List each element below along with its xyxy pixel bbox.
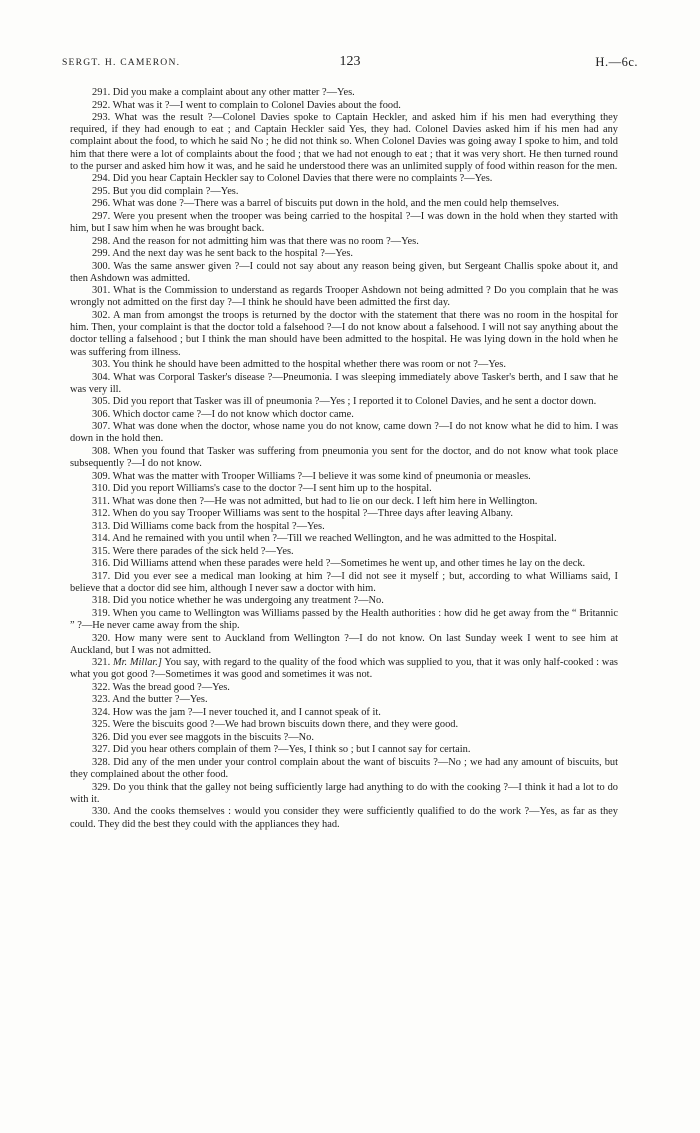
question-answer-text: Were the biscuits good ?—We had brown biscuits down there, and they were good. [112, 719, 459, 731]
question-answer-text: What was the matter with Trooper Williams ?—I believe it was some kind of pneumonia or measles. [112, 470, 531, 482]
testimony-paragraph [70, 508, 618, 520]
question-answer-text: How many were sent to Auckland from Wellington ?—I do not know. On last Sunday week I went to see him at Auckland, but I was not admitted. [70, 632, 618, 656]
question-number: 309. [92, 470, 111, 482]
question-number: 327. [92, 744, 111, 756]
question-number: 305. [92, 396, 111, 408]
question-number: 291. [92, 87, 111, 98]
question-number: 302. [92, 309, 111, 321]
testimony-paragraph [70, 782, 618, 806]
question-number: 313. [92, 520, 111, 532]
page-number: 123 [339, 54, 361, 69]
question-answer-text: Were there parades of the sick held ?—Yes. [112, 545, 294, 557]
document-reference: H.—6c. [595, 55, 638, 69]
testimony-paragraph [70, 608, 618, 632]
testimony-paragraph [70, 112, 618, 173]
question-answer-text: Did you report Williams's case to the doctor ?—I sent him up to the hospital. [112, 483, 432, 495]
testimony-paragraph [70, 87, 618, 99]
question-answer-text: What was done ?—There was a barrel of biscuits put down in the hold, and the men could help themselves. [112, 198, 559, 210]
question-number: 320. [92, 632, 111, 644]
question-answer-text: Did Williams come back from the hospital ?—Yes. [112, 520, 325, 532]
testimony-paragraph [70, 310, 618, 359]
testimony-paragraph [70, 533, 618, 545]
testimony-paragraph [70, 595, 618, 607]
question-answer-text: And the next day was he sent back to the hospital ?—Yes. [112, 248, 353, 260]
testimony-paragraph [70, 732, 618, 744]
question-answer-text: What was done when the doctor, whose name you do not know, came down ?—I do not know what he did to him. I was down in the hold then. [70, 421, 619, 445]
testimony-paragraph [70, 471, 618, 483]
question-number: 328. [92, 756, 111, 768]
question-answer-text: You say, with regard to the quality of the food which was supplied to you, that it was only half-cooked : was what you got good ?—Sometimes it was good and sometimes it was not. [70, 657, 618, 681]
question-answer-text: Did you make a complaint about any other matter ?—Yes. [112, 87, 355, 98]
testimony-paragraph [70, 558, 618, 570]
question-answer-text: What was the result ?—Colonel Davies spoke to Captain Heckler, and asked him if his men had everything they required, if they had enough to eat ; and Captain Heckler said Yes, they had. Colonel Davies asked him if his men had any complaint about the food, to which he said No ; he did not think so. When Colonel Davies was going away I spoke to him, and told him that there were a lot of complaints about the food ; that we had not enough to eat ; that it was very short. He then turned round to the purser and asked him how it was, and he said he understood there was an unlimited supply of food within reason for the men. [70, 112, 618, 172]
question-number: 324. [92, 706, 111, 718]
question-number: 311. [92, 495, 110, 507]
question-answer-text: When you came to Wellington was Williams passed by the Health authorities : how did he get away from the “ Britannic ” ?—He never came away from the ship. [70, 607, 618, 632]
question-number: 329. [92, 781, 111, 793]
question-answer-text: Do you think that the galley not being sufficiently large had anything to do with the cooking ?—I think it had a lot to do with it. [70, 781, 618, 805]
question-answer-text: Did you hear Captain Heckler say to Colonel Davies that there were no complaints ?—Yes. [112, 173, 493, 185]
question-answer-text: Did Williams attend when these parades were held ?—Sometimes he went up, and other times he lay on the deck. [112, 558, 586, 570]
question-answer-text: What was done then ?—He was not admitted, but had to lie on our deck. I left him here in Wellington. [112, 495, 538, 507]
testimony-paragraph [70, 657, 618, 681]
question-number: 322. [92, 681, 111, 693]
question-answer-text: A man from amongst the troops is returned by the doctor with the statement that there was no room in the hospital for him. Then, your complaint is that the doctor told a falsehood ?—I do not know about a falsehood. I will not say anything about the doctor telling a falsehood ; but I think the man should have been admitted to the hospital. He was lying down in the hold when he was suffering from illness. [70, 309, 618, 358]
testimony-paragraph [70, 707, 618, 719]
question-answer-text: What was Corporal Tasker's disease ?—Pneumonia. I was sleeping immediately above Tasker's berth, and I saw that he was very ill. [70, 371, 619, 395]
question-answer-text: Which doctor came ?—I do not know which doctor came. [112, 408, 354, 420]
witness-name-header: SERGT. H. CAMERON. [62, 57, 181, 68]
question-answer-text: Did you ever see maggots in the biscuits ?—No. [112, 731, 314, 743]
testimony-paragraph [70, 236, 618, 248]
question-number: 323. [92, 694, 111, 706]
question-answer-text: What was it ?—I went to complain to Colonel Davies about the food. [112, 99, 401, 111]
testimony-paragraph [70, 248, 618, 260]
testimony-paragraph [70, 396, 618, 408]
testimony-paragraph [70, 261, 618, 285]
question-number: 298. [92, 235, 111, 247]
testimony-paragraph [70, 633, 618, 657]
testimony-paragraph [70, 446, 618, 470]
question-number: 318. [92, 595, 111, 607]
testimony-paragraph [70, 757, 618, 781]
question-answer-text: Did any of the men under your control complain about the want of biscuits ?—No ; we had any amount of biscuits, but they complained about the other food. [70, 756, 618, 781]
question-answer-text: Did you ever see a medical man looking at him ?—I did not see it myself ; but, according to what Williams said, I believe that a doctor did see him, although I never saw a doctor with him. [70, 570, 618, 594]
testimony-paragraph [70, 806, 618, 830]
question-answer-text: When do you say Trooper Williams was sent to the hospital ?—Three days after leaving Albany. [112, 508, 514, 520]
question-number: 312. [92, 508, 111, 520]
testimony-paragraph [70, 546, 618, 558]
testimony-paragraph [70, 372, 618, 396]
testimony-paragraph [70, 186, 618, 198]
testimony-paragraph [70, 198, 618, 210]
question-answer-text: Was the same answer given ?—I could not say about any reason being given, but Sergeant Challis spoke about it, and then Ashdown was admitted. [70, 260, 618, 284]
question-number: 315. [92, 545, 111, 557]
question-answer-text: What is the Commission to understand as regards Trooper Ashdown not being admitted ? Do you complain that he was wrongly not admitted on the first day ?—I think he should have been admitted the first day. [70, 285, 618, 309]
question-number: 301. [92, 285, 111, 297]
question-number: 325. [92, 719, 111, 731]
testimony-paragraph [70, 211, 618, 235]
question-number: 303. [92, 359, 111, 371]
page-header [0, 54, 700, 74]
question-answer-text: Was the bread good ?—Yes. [112, 681, 230, 693]
question-number: 295. [92, 185, 111, 197]
question-number: 299. [92, 248, 111, 260]
question-answer-text: But you did complain ?—Yes. [112, 185, 239, 197]
question-number: 304. [92, 371, 111, 383]
question-number: 308. [92, 445, 111, 457]
question-answer-text: And he remained with you until when ?—Till we reached Wellington, and he was admitted to the Hospital. [112, 533, 557, 545]
testimony-paragraph [70, 719, 618, 731]
question-answer-text: You think he should have been admitted to the hospital whether there was room or not ?—Yes. [112, 359, 506, 371]
testimony-paragraph [70, 682, 618, 694]
testimony-paragraph [70, 521, 618, 533]
question-number: 294. [92, 173, 111, 185]
testimony-paragraph [70, 694, 618, 706]
question-answer-text: Were you present when the trooper was being carried to the hospital ?—I was down in the hold when they started with him, but I saw him when he was brought back. [70, 210, 618, 235]
question-number: 326. [92, 731, 111, 743]
testimony-paragraph [70, 173, 618, 185]
question-answer-text: Did you report that Tasker was ill of pneumonia ?—Yes ; I reported it to Colonel Davies, and he sent a doctor down. [112, 396, 597, 408]
testimony-paragraph [70, 571, 618, 595]
question-answer-text: And the butter ?—Yes. [112, 694, 208, 706]
question-answer-text: How was the jam ?—I never touched it, and I cannot speak of it. [112, 706, 381, 718]
question-number: 296. [92, 198, 111, 210]
testimony-paragraph [70, 744, 618, 756]
question-number: 297. [92, 210, 111, 222]
question-answer-text: Did you notice whether he was undergoing any treatment ?—No. [112, 595, 384, 607]
question-number: 316. [92, 558, 111, 570]
testimony-paragraph [70, 421, 618, 445]
question-number: 330. [92, 806, 111, 818]
question-answer-text: And the cooks themselves : would you consider they were sufficiently qualified to do the work ?—Yes, as far as they could. They did the best they could with the appliances they had. [70, 806, 618, 830]
question-number: 293. [92, 112, 111, 123]
speaker-label: Mr. Millar.] [112, 657, 162, 669]
question-number: 317. [92, 570, 111, 582]
testimony-paragraph [70, 285, 618, 309]
testimony-paragraph [70, 483, 618, 495]
question-answer-text: And the reason for not admitting him was that there was no room ?—Yes. [112, 235, 419, 247]
question-number: 319. [92, 607, 111, 619]
question-number: 300. [92, 260, 111, 272]
question-number: 310. [92, 483, 111, 495]
question-answer-text: Did you hear others complain of them ?—Yes, I think so ; but I cannot say for certain. [112, 744, 471, 756]
question-number: 306. [92, 408, 111, 420]
question-number: 307. [92, 421, 111, 433]
testimony-paragraph [70, 359, 618, 371]
question-number: 314. [92, 533, 111, 545]
question-number: 292. [92, 99, 111, 111]
testimony-paragraph [70, 409, 618, 421]
question-answer-text: When you found that Tasker was suffering from pneumonia you sent for the doctor, and do not know what took place subsequently ?—I do not know. [70, 445, 618, 470]
testimony-paragraph [70, 496, 618, 508]
testimony-body [70, 87, 618, 831]
question-number: 321. [92, 657, 111, 669]
testimony-paragraph [70, 100, 618, 112]
